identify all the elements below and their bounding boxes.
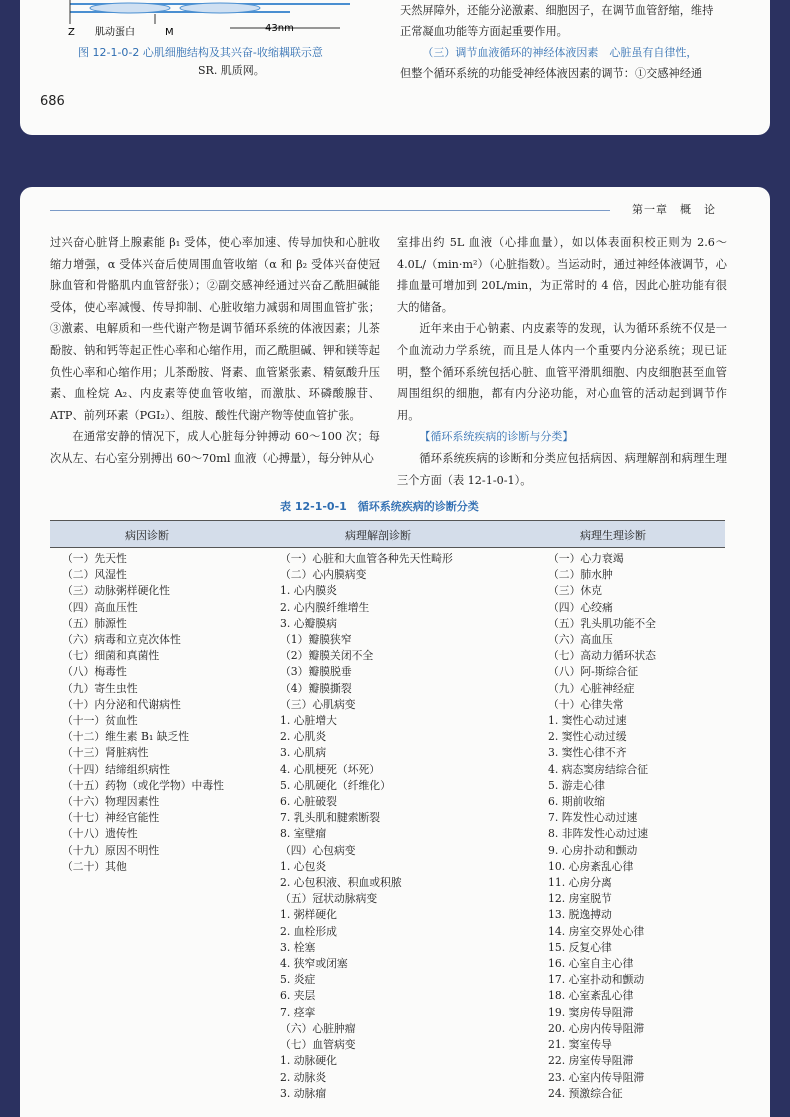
svg-text:肌动蛋白: 肌动蛋白 xyxy=(95,27,135,36)
table-cell: 2. 窦性心动过缓 xyxy=(548,730,627,744)
table-cell: 24. 预激综合征 xyxy=(548,1086,623,1100)
table-cell: 4. 心肌梗死（坏死） xyxy=(280,762,381,776)
text-line: 天然屏障外，还能分泌激素、细胞因子，在调节血管舒缩，维持 xyxy=(400,4,714,17)
table-cell: （二）心内膜病变 xyxy=(280,568,367,582)
table-cell: （一）先天性 xyxy=(62,552,127,565)
table-cell: 2. 心包积液、积血或积脓 xyxy=(280,876,402,890)
table-cell: 2. 心肌炎 xyxy=(280,730,327,744)
table-cell: 22. 房室传导阻滞 xyxy=(548,1054,634,1068)
text-line: 但整个循环系统的功能受神经体液因素的调节：①交感神经通 xyxy=(400,67,703,80)
table-cell: 20. 心房内传导阻滞 xyxy=(548,1021,645,1035)
table-cell: 7. 乳头肌和腱索断裂 xyxy=(280,811,381,825)
table-cell: 14. 房室交界处心律 xyxy=(548,924,645,938)
table-cell: 5. 炎症 xyxy=(280,973,316,987)
paragraph: 近年来由于心钠素、内皮素等的发现，认为循环系统不仅是一个血流动力学系统，而且是人体内一个重要内分泌系统；现已证明，整个循环系统包括心脏、血管平滑肌细胞、内皮细胞甚至血管周围组织的细胞，都有内分泌功能，对心血管的活动起到调节作用。 xyxy=(397,322,727,422)
table-cell: （四）心包病变 xyxy=(280,843,356,857)
pathology-list xyxy=(280,551,453,1102)
table-cell: 1. 窦性心动过速 xyxy=(548,714,627,728)
table-title: 表 12-1-0-1 循环系统疾病的诊断分类 xyxy=(280,500,479,513)
table-cell: 6. 夹层 xyxy=(280,989,316,1003)
svg-text:M: M xyxy=(165,27,174,36)
paragraph: 室排出约 5L 血液（心排血量），如以体表面积校正则为 2.6～4.0L/（min·m²）（心脏指数）。当运动时，通过神经体液调节，心排血量可增加到 20L/min，为正常时的 4 倍，因此心脏功能有很大的储备。 xyxy=(397,236,727,314)
section-line xyxy=(400,42,740,63)
table-cell: （九）心脏神经症 xyxy=(548,681,635,695)
paragraph: 过兴奋心脏肾上腺素能 β₁ 受体，使心率加速、传导加快和心脏收缩力增强，α 受体兴奋后使周围血管收缩（α 和 β₂ 受体兴奋使冠脉血管和骨骼肌内血管舒张）；②副交感神经通过兴奋乙酰胆碱能受体，使心率减慢、传导抑制、心脏收缩力减弱和周围血管扩张；③激素、电解质和一些代谢产物是调节循环系统的体液因素；儿茶酚胺、钠和钙等起正性心率和心缩作用，而乙酰胆碱、钾和镁等起负性心率和心缩作用；儿茶酚胺、肾素、血管紧张素、精氨酸升压素、血栓烷 A₂、内皮素等使血管收缩，而激肽、环磷酸腺苷、ATP、前列环素（PGI₂）、组胺、酸性代谢产物等使血管扩张。 xyxy=(50,236,380,422)
column-header: 病因诊断 xyxy=(125,529,169,542)
table-cell: （二十）其他 xyxy=(62,859,127,873)
table-cell: 18. 心室紊乱心律 xyxy=(548,989,634,1003)
table-cell: 3. 栓塞 xyxy=(280,940,316,954)
table-cell: 3. 心肌病 xyxy=(280,746,327,760)
table-cell: （一）心脏和大血管各种先天性畸形 xyxy=(280,552,453,565)
table-cell: 7. 痉挛 xyxy=(280,1005,316,1019)
table-cell: 3. 心瓣膜病 xyxy=(280,616,337,630)
table-cell: （4）瓣膜撕裂 xyxy=(280,681,352,695)
table-cell: （2）瓣膜关闭不全 xyxy=(280,649,374,663)
table-cell: 12. 房室脱节 xyxy=(548,892,612,906)
table-cell: 4. 狭窄或闭塞 xyxy=(280,957,348,971)
table-cell: 5. 游走心律 xyxy=(548,778,605,792)
paragraph: 循环系统疾病的诊断和分类应包括病因、病理解剖和病理生理三个方面（表 12-1-0-1）。 xyxy=(397,451,727,487)
left-column xyxy=(50,232,380,470)
table-cell: 6. 期前收缩 xyxy=(548,795,605,809)
table-cell: 15. 反复心律 xyxy=(548,940,612,954)
table-cell: 1. 动脉硬化 xyxy=(280,1054,337,1068)
table-cell: 7. 阵发性心动过速 xyxy=(548,811,638,825)
table-cell: 19. 窦房传导阻滞 xyxy=(548,1005,634,1019)
table-cell: （七）细菌和真菌性 xyxy=(62,649,160,663)
table-cell: 1. 心包炎 xyxy=(280,859,327,873)
table-cell: 13. 脱逸搏动 xyxy=(548,908,612,922)
table-cell: （十一）贫血性 xyxy=(62,714,138,728)
table-cell: （十二）维生素 B₁ 缺乏性 xyxy=(62,730,190,744)
chapter-header: 第一章 概 论 xyxy=(632,203,716,216)
table-cell: （十八）遗传性 xyxy=(62,827,138,841)
column-header: 病理解剖诊断 xyxy=(345,529,411,542)
table-cell: 8. 非阵发性心动过速 xyxy=(548,827,649,841)
table-cell: （九）寄生虫性 xyxy=(62,681,138,695)
physiology-list xyxy=(548,551,656,1102)
table-cell: （十七）神经官能性 xyxy=(62,811,160,825)
paragraph: 在通常安静的情况下，成人心脏每分钟搏动 60～100 次；每次从左、右心室分别搏出 60～70ml 血液（心搏量），每分钟从心 xyxy=(50,430,380,465)
svg-text:43nm: 43nm xyxy=(265,23,294,34)
table-cell: 3. 窦性心律不齐 xyxy=(548,746,627,760)
table-cell: （十五）药物（或化学物）中毒性 xyxy=(62,778,224,792)
table-cell: （八）梅毒性 xyxy=(62,665,127,679)
table-cell: （十三）肾脏病性 xyxy=(62,746,149,760)
table-cell: 5. 心肌硬化（纤维化） xyxy=(280,778,391,792)
table-cell: （七）血管病变 xyxy=(280,1038,356,1052)
header-rule xyxy=(50,210,610,211)
table-cell: （六）高血压 xyxy=(548,633,613,647)
table-cell: （二）肺水肿 xyxy=(548,568,613,582)
table-cell: （三）动脉粥样硬化性 xyxy=(62,584,170,598)
table-cell: （五）乳头肌功能不全 xyxy=(548,616,656,630)
table-cell: 10. 心房紊乱心律 xyxy=(548,859,634,873)
table-cell: （二）风湿性 xyxy=(62,568,127,582)
table-cell: 1. 心内膜炎 xyxy=(280,584,337,598)
current-page xyxy=(20,187,770,1117)
page-number: 686 xyxy=(40,94,65,109)
table-cell: 8. 室壁瘤 xyxy=(280,827,327,841)
table-cell: 9. 心房扑动和颤动 xyxy=(548,843,638,857)
table-cell: （六）病毒和立克次体性 xyxy=(62,633,181,647)
table-cell: 1. 粥样硬化 xyxy=(280,908,337,922)
table-cell: （十九）原因不明性 xyxy=(62,843,160,857)
table-cell: 2. 动脉炎 xyxy=(280,1070,327,1084)
table-cell: （五）冠状动脉病变 xyxy=(280,892,378,906)
table-cell: （五）肺源性 xyxy=(62,616,127,630)
table-cell: 16. 心室自主心律 xyxy=(548,957,634,971)
table-cell: 3. 动脉瘤 xyxy=(280,1086,327,1100)
sarcomere-figure xyxy=(60,0,360,36)
svg-text:Z: Z xyxy=(68,27,75,36)
table-cell: 23. 心室内传导阻滞 xyxy=(548,1070,645,1084)
table-cell: （3）瓣膜脱垂 xyxy=(280,665,352,679)
right-column xyxy=(397,232,727,491)
table-cell: （十四）结缔组织病性 xyxy=(62,762,170,776)
table-cell: （六）心脏肿瘤 xyxy=(280,1021,356,1035)
column-header: 病理生理诊断 xyxy=(580,529,646,542)
table-header xyxy=(50,520,725,548)
section-title: （三）调节血液循环的神经体液因素 心脏虽有自律性， xyxy=(422,46,698,59)
top-text-block xyxy=(400,0,740,84)
table-cell: （四）高血压性 xyxy=(62,600,138,614)
table-cell: 1. 心脏增大 xyxy=(280,714,337,728)
table-cell: （三）心肌病变 xyxy=(280,697,356,711)
table-cell: （十六）物理因素性 xyxy=(62,795,160,809)
table-cell: （四）心绞痛 xyxy=(548,600,613,614)
table-cell: 21. 窦室传导 xyxy=(548,1038,612,1052)
table-cell: （十）内分泌和代谢病性 xyxy=(62,697,181,711)
table-cell: （十）心律失常 xyxy=(548,697,624,711)
etiology-list xyxy=(62,551,224,875)
table-cell: （三）休克 xyxy=(548,584,602,598)
figure-note: SR. 肌质网。 xyxy=(198,64,265,77)
table-cell: 11. 心房分离 xyxy=(548,876,612,890)
previous-page xyxy=(20,0,770,135)
table-cell: （1）瓣膜狭窄 xyxy=(280,633,352,647)
table-cell: 6. 心脏破裂 xyxy=(280,795,337,809)
table-cell: 4. 病态窦房结综合征 xyxy=(548,762,649,776)
text-line: 正常凝血功能等方面起重要作用。 xyxy=(400,25,568,38)
table-cell: 17. 心室扑动和颤动 xyxy=(548,973,645,987)
section-heading: 【循环系统疾病的诊断与分类】 xyxy=(419,430,574,444)
table-cell: （一）心力衰竭 xyxy=(548,552,624,565)
table-cell: （八）阿-斯综合征 xyxy=(548,665,639,679)
figure-caption: 图 12-1-0-2 心肌细胞结构及其兴奋-收缩耦联示意 xyxy=(78,46,323,59)
table-cell: 2. 血栓形成 xyxy=(280,924,337,938)
table-cell: 2. 心内膜纤维增生 xyxy=(280,600,370,614)
table-cell: （七）高动力循环状态 xyxy=(548,649,656,663)
